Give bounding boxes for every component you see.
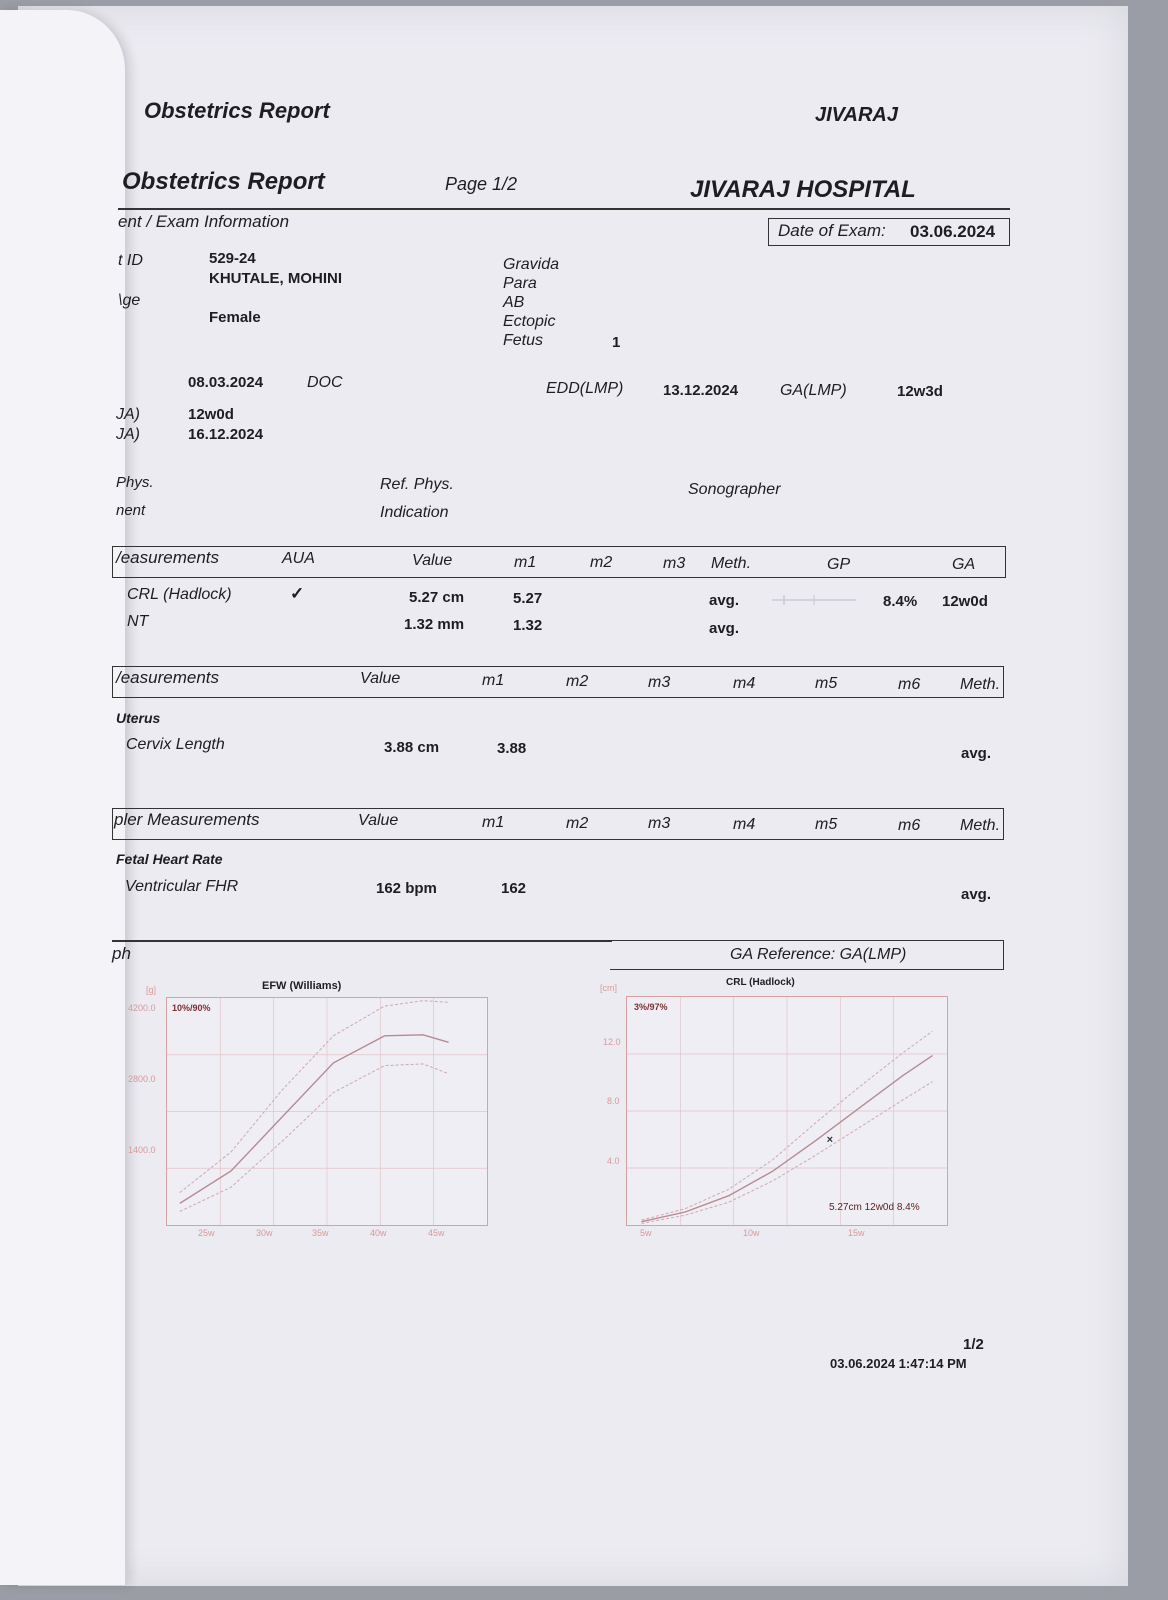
exam-info-section: ent / Exam Information: [118, 212, 290, 231]
top-header-hospital: JIVARAJ: [815, 104, 898, 126]
crl-ga: 12w0d: [942, 593, 988, 610]
exam-date-label: Date of Exam:: [778, 221, 886, 240]
uterus-col-m2: m2: [566, 673, 589, 690]
efw-x-tick-3: 40w: [370, 1228, 387, 1238]
ga-lmp-value: 12w3d: [897, 383, 943, 400]
nt-m1: 1.32: [513, 617, 543, 634]
efw-y-tick-0: 4200.0: [128, 1003, 156, 1013]
doppler-col-m2: m2: [566, 815, 589, 832]
efw-y-unit: [g]: [146, 985, 157, 995]
ectopic-label: Ectopic: [503, 313, 556, 330]
crl-measurement-label: 5.27cm 12w0d 8.4%: [829, 1202, 920, 1213]
uterus-col-m1: m1: [482, 672, 505, 689]
crl-value: 5.27 cm: [409, 589, 465, 606]
crl-x-tick-0: 5w: [640, 1228, 652, 1238]
ga-lmp-label: GA(LMP): [780, 382, 847, 399]
crl-aua-check: ✓: [290, 584, 305, 603]
doppler-col-m5: m5: [815, 816, 838, 833]
fhr-m1: 162: [501, 880, 527, 897]
crl-m1: 5.27: [513, 590, 543, 607]
patient-id-value: 529-24: [209, 250, 256, 267]
exam-date-value: 03.06.2024: [910, 222, 996, 241]
crl-gp: 8.4%: [883, 593, 918, 610]
efw-y-tick-2: 1400.0: [128, 1145, 156, 1155]
crl-chart: [626, 996, 948, 1226]
uterus-measurements-header: [112, 666, 1004, 698]
crl-chart-title: CRL (Hadlock): [726, 977, 795, 988]
fetal-col-aua: AUA: [282, 550, 315, 567]
crl-gp-range-bar: [770, 592, 860, 608]
fetus-label: Fetus: [503, 332, 544, 349]
sonographer-label: Sonographer: [688, 481, 781, 498]
patient-id-label: t ID: [118, 252, 143, 269]
cervix-length-meth: avg.: [961, 745, 992, 762]
doppler-col-name: pler Measurements: [114, 810, 260, 829]
fetal-col-ga: GA: [952, 556, 976, 573]
indication-label: Indication: [380, 504, 449, 521]
nt-name: NT: [127, 613, 149, 630]
uterus-col-meth: Meth.: [960, 676, 1001, 693]
efw-x-tick-4: 45w: [428, 1228, 445, 1238]
efw-chart-svg: [167, 998, 487, 1225]
crl-name: CRL (Hadlock): [127, 586, 232, 603]
uterus-group-label: Uterus: [116, 710, 161, 726]
edd-label: EDD(LMP): [546, 380, 624, 397]
fetus-value: 1: [612, 334, 621, 351]
header-divider: [118, 208, 1010, 210]
ab-label: AB: [503, 294, 525, 311]
edd-value: 13.12.2024: [663, 382, 739, 399]
ment-label: nent: [116, 502, 146, 519]
crl-x-tick-1: 10w: [743, 1228, 760, 1238]
report-title: Obstetrics Report: [122, 168, 325, 195]
crl-meth: avg.: [709, 592, 740, 609]
phys-label: Phys.: [116, 474, 154, 491]
fetal-col-m2: m2: [590, 554, 613, 571]
uterus-col-m6: m6: [898, 676, 921, 693]
doppler-col-meth: Meth.: [960, 817, 1001, 834]
doppler-col-m6: m6: [898, 817, 921, 834]
cervix-length-name: Cervix Length: [126, 736, 225, 753]
ga-label-2: JA): [116, 426, 140, 443]
crl-percentile-label: 3%/97%: [634, 1002, 668, 1012]
hospital-name: JIVARAJ HOSPITAL: [690, 176, 916, 203]
efw-y-tick-1: 2800.0: [128, 1074, 156, 1084]
fhr-meth: avg.: [961, 886, 992, 903]
cervix-length-value: 3.88 cm: [384, 739, 440, 756]
crl-y-tick-1: 8.0: [607, 1096, 620, 1106]
uterus-col-name: /easurements: [116, 668, 219, 687]
fetal-col-m3: m3: [663, 555, 686, 572]
uterus-col-m5: m5: [815, 675, 838, 692]
patient-gender: Female: [209, 309, 261, 326]
age-label: \ge: [118, 292, 141, 309]
ga-label-1: JA): [116, 406, 140, 423]
efw-chart: [166, 997, 488, 1226]
footer-page: 1/2: [963, 1336, 984, 1353]
ga-value-2: 16.12.2024: [188, 426, 264, 443]
doppler-col-m1: m1: [482, 814, 505, 831]
cervix-length-m1: 3.88: [497, 740, 527, 757]
ga-value-1: 12w0d: [188, 406, 234, 423]
uterus-col-m4: m4: [733, 675, 756, 692]
crl-measurement-point: ×: [826, 1134, 834, 1147]
footer-timestamp: 03.06.2024 1:47:14 PM: [830, 1356, 967, 1371]
nt-meth: avg.: [709, 620, 740, 637]
previous-page-edge: [0, 10, 127, 1585]
doppler-col-m4: m4: [733, 816, 756, 833]
efw-x-tick-1: 30w: [256, 1228, 273, 1238]
fetal-col-name: /easurements: [116, 548, 219, 567]
crl-y-tick-2: 4.0: [607, 1156, 620, 1166]
graph-section-rule: [112, 940, 612, 942]
top-header-title: Obstetrics Report: [144, 98, 330, 123]
doppler-col-value: Value: [358, 812, 399, 829]
lmp-date: 08.03.2024: [188, 374, 264, 391]
crl-y-unit: [cm]: [600, 983, 617, 993]
uterus-col-value: Value: [360, 670, 401, 687]
page-number: Page 1/2: [445, 174, 518, 194]
fhr-group-label: Fetal Heart Rate: [116, 851, 223, 867]
crl-x-tick-2: 15w: [848, 1228, 865, 1238]
fhr-name: Ventricular FHR: [125, 878, 239, 895]
crl-y-tick-0: 12.0: [603, 1037, 621, 1047]
efw-percentile-label: 10%/90%: [172, 1003, 211, 1013]
gravida-label: Gravida: [503, 256, 560, 273]
fetal-col-meth: Meth.: [711, 555, 752, 572]
efw-x-tick-2: 35w: [312, 1228, 329, 1238]
para-label: Para: [503, 275, 537, 292]
fetal-col-m1: m1: [514, 554, 537, 571]
lmp-method: DOC: [307, 374, 343, 391]
nt-value: 1.32 mm: [404, 616, 465, 633]
fhr-value: 162 bpm: [376, 880, 437, 897]
doppler-col-m3: m3: [648, 815, 671, 832]
graph-reference: GA Reference: GA(LMP): [730, 946, 907, 963]
fetal-col-value: Value: [412, 552, 453, 569]
patient-name: KHUTALE, MOHINI: [209, 270, 343, 287]
fetal-col-gp: GP: [827, 556, 851, 573]
fetal-measurements-header: [112, 546, 1006, 578]
efw-x-tick-0: 25w: [198, 1228, 215, 1238]
graph-section-label: ph: [112, 944, 131, 963]
ref-phys-label: Ref. Phys.: [380, 476, 454, 493]
uterus-col-m3: m3: [648, 674, 671, 691]
efw-chart-title: EFW (Williams): [262, 980, 342, 992]
crl-chart-svg: [627, 997, 947, 1225]
